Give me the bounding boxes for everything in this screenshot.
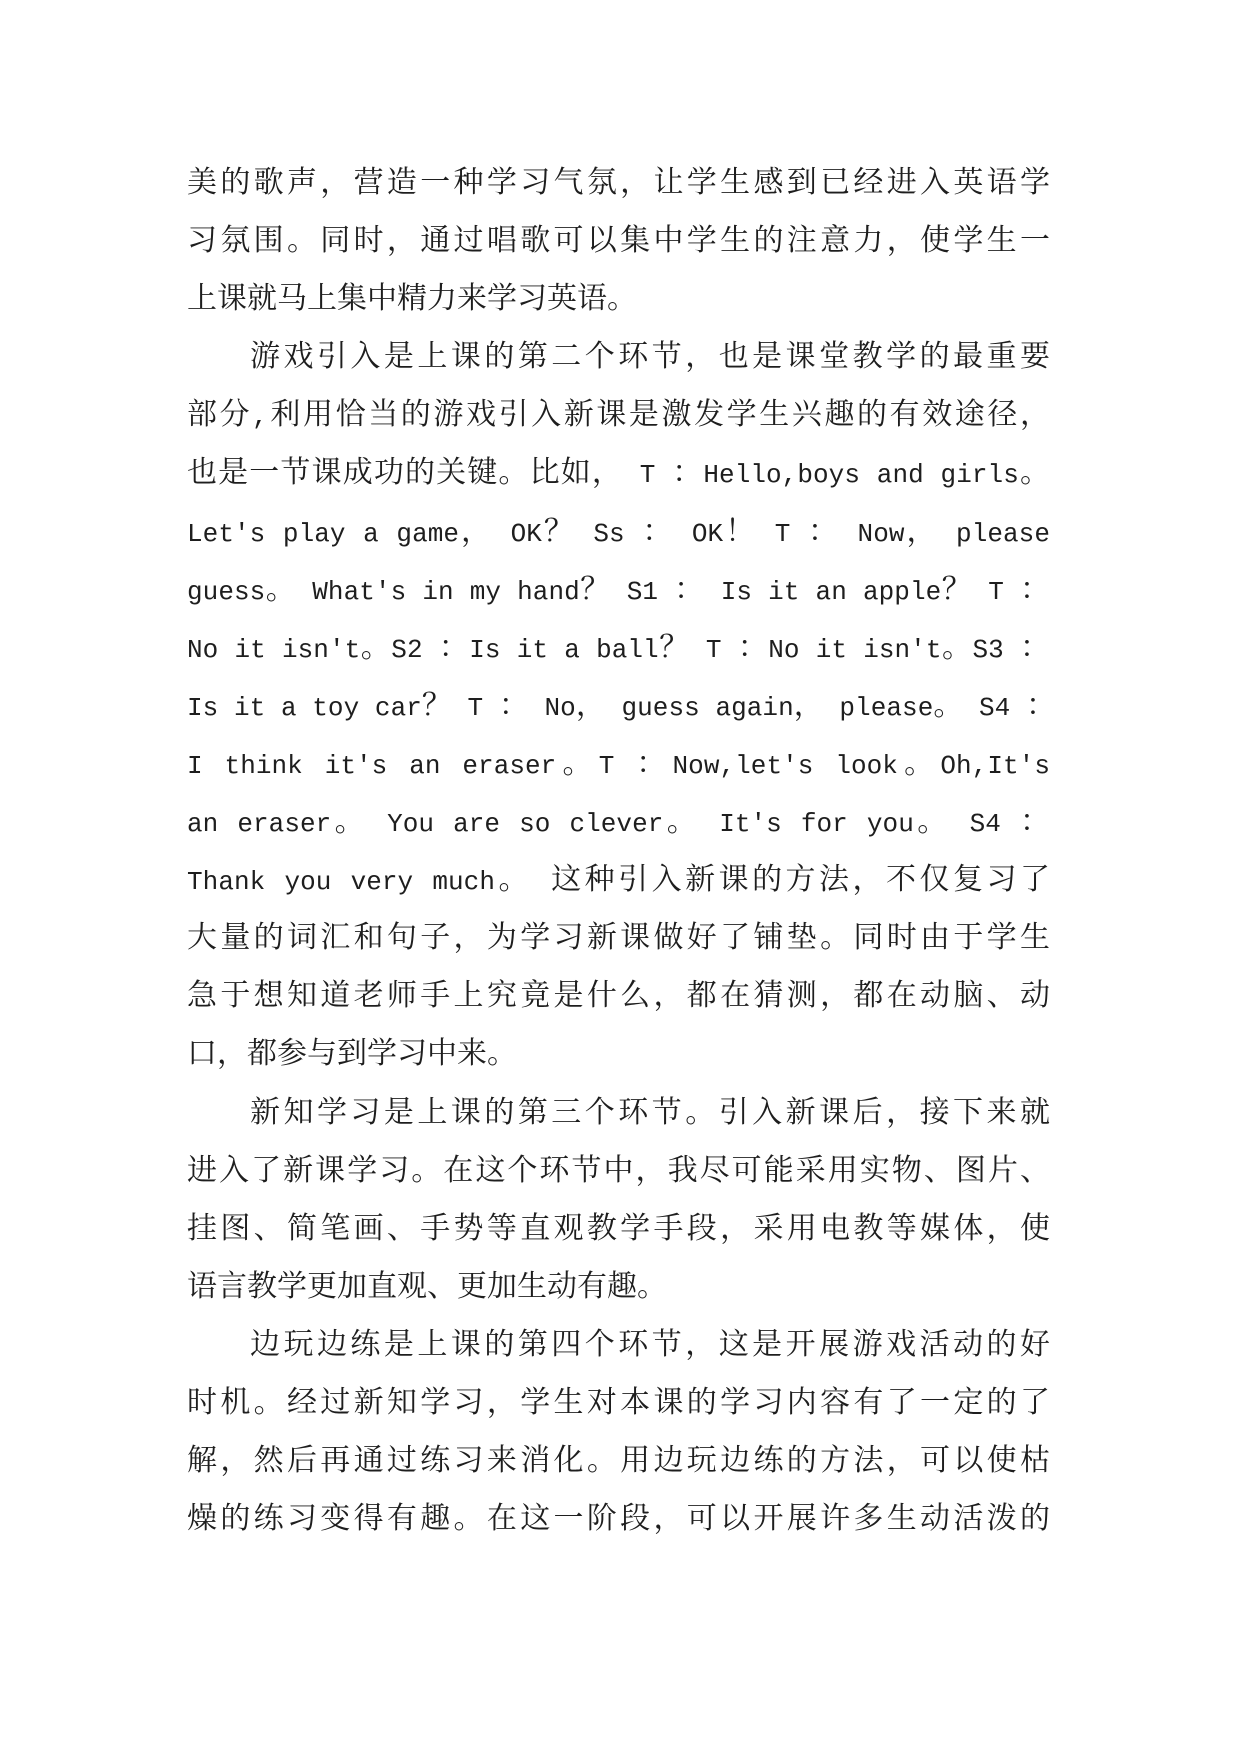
paragraph bbox=[187, 156, 1050, 330]
text-line: Is it a toy car？ T ： No， guess again， please。 S4 ： bbox=[187, 692, 1056, 723]
paragraph bbox=[187, 1318, 1050, 1550]
text-line: 时机。经过新知学习，学生对本课的学习内容有了一定的了 bbox=[187, 1389, 1050, 1420]
text-line: 边玩边练是上课的第四个环节，这是开展游戏活动的好 bbox=[250, 1331, 1050, 1362]
text-line: 燥的练习变得有趣。在这一阶段，可以开展许多生动活泼的 bbox=[187, 1506, 1050, 1537]
text-line: 也是一节课成功的关键。比如， T ：Hello,boys and girls。 bbox=[187, 460, 1050, 491]
text-line: 上课就马上集中精力来学习英语。 bbox=[187, 286, 637, 317]
text-line: 口，都参与到学习中来。 bbox=[187, 1041, 517, 1072]
text-line: 挂图、简笔画、手势等直观教学手段，采用电教等媒体，使 bbox=[187, 1215, 1050, 1246]
text-line: 进入了新课学习。在这个环节中，我尽可能采用实物、图片、 bbox=[187, 1157, 1050, 1188]
text-line: 语言教学更加直观、更加生动有趣。 bbox=[187, 1273, 667, 1304]
text-line: 急于想知道老师手上究竟是什么，都在猜测，都在动脑、动 bbox=[187, 983, 1050, 1014]
text-line: an eraser。 You are so clever。 It's for you。 S4 ： bbox=[187, 809, 1050, 840]
text-line: No it isn't。S2 ：Is it a ball？ T ：No it isn't。S3 ： bbox=[187, 634, 1050, 665]
text-line: 大量的词汇和句子，为学习新课做好了铺垫。同时由于学生 bbox=[187, 925, 1050, 956]
text-line: 部分,利用恰当的游戏引入新课是激发学生兴趣的有效途径， bbox=[187, 402, 1050, 433]
text-line: Thank you very much。 这种引入新课的方法，不仅复习了 bbox=[187, 867, 1050, 898]
text-line: 习氛围。同时，通过唱歌可以集中学生的注意力，使学生一 bbox=[187, 228, 1050, 259]
text-line: Let's play a game， OK？ Ss ： OK！ T ： Now， please bbox=[187, 518, 1050, 549]
paragraph bbox=[187, 1086, 1050, 1318]
text-line: 解，然后再通过练习来消化。用边玩边练的方法，可以使枯 bbox=[187, 1448, 1050, 1479]
text-line: guess。 What's in my hand？ S1 ： Is it an apple？ T ： bbox=[187, 576, 1050, 607]
text-line: 美的歌声，营造一种学习气氛，让学生感到已经进入英语学 bbox=[187, 170, 1050, 200]
paragraph bbox=[187, 330, 1056, 1085]
text-line: 新知学习是上课的第三个环节。引入新课后，接下来就 bbox=[250, 1099, 1050, 1130]
text-line: I think it's an eraser。T ：Now,let's look。Oh,It's bbox=[187, 750, 1050, 781]
body-text bbox=[187, 156, 1056, 1550]
text-line: 游戏引入是上课的第二个环节，也是课堂教学的最重要 bbox=[250, 344, 1050, 375]
